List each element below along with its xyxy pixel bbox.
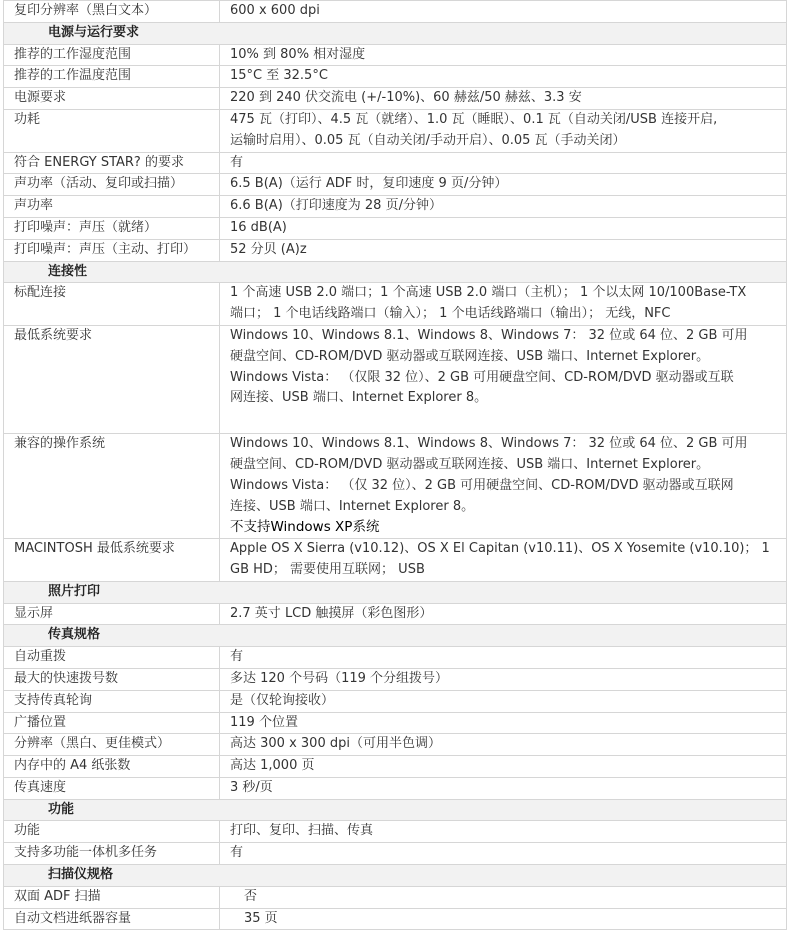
spec-value-line: 52 分贝 (A)z [230, 241, 307, 257]
spec-value [220, 434, 787, 539]
spec-label: 支持多功能一体机多任务 [4, 843, 220, 865]
spec-value-line: 端口； 1 个电话线路端口（输入）； 1 个电话线路端口（输出）； 无线，NFC [230, 306, 671, 322]
spec-row [4, 668, 787, 690]
spec-value-line: 10% 到 80% 相对湿度 [230, 46, 366, 62]
spec-row [4, 756, 787, 778]
spec-value-line: 打印、复印、扫描、传真 [230, 823, 374, 839]
spec-label: 最大的快速拨号数 [4, 668, 220, 690]
spec-value-line: 6.6 B(A)（打印速度为 28 页/分钟） [230, 198, 442, 214]
section-title: 电源与运行要求 [4, 22, 787, 44]
spec-value [220, 66, 787, 88]
spec-row [4, 174, 787, 196]
spec-row [4, 283, 787, 326]
spec-value [220, 44, 787, 66]
section-title: 扫描仪规格 [4, 865, 787, 887]
spec-value [220, 217, 787, 239]
spec-value-line: Windows Vista： （仅限 32 位）、2 GB 可用硬盘空间、CD-ROM/DVD 驱动器或互联 [230, 369, 734, 385]
spec-label: 电源要求 [4, 88, 220, 110]
spacer [230, 409, 786, 433]
spec-value-line: 运输时启用）、0.05 瓦（自动关闭/手动开启）、0.05 瓦（手动关闭） [230, 132, 626, 148]
spec-value-line: 硬盘空间、CD-ROM/DVD 驱动器或互联网连接、USB 端口、Internet Explorer。 [230, 456, 710, 472]
spec-row [4, 196, 787, 218]
spec-value-line: Windows 10、Windows 8.1、Windows 8、Windows 7： 32 位或 64 位、2 GB 可用 [230, 327, 748, 343]
section-header-row [4, 261, 787, 283]
spec-value [220, 283, 787, 326]
spec-label: 推荐的工作温度范围 [4, 66, 220, 88]
spec-value [220, 756, 787, 778]
spec-value-line: 475 瓦（打印）、4.5 瓦（就绪）、1.0 瓦（睡眠）、0.1 瓦（自动关闭/USB 连接开启, [230, 111, 718, 127]
spec-row [4, 325, 787, 433]
spec-label: 打印噪声：声压（主动、打印） [4, 239, 220, 261]
spec-table [3, 0, 787, 930]
section-title: 传真规格 [4, 625, 787, 647]
spec-value-line: 高达 1,000 页 [230, 758, 315, 774]
spec-value-line: Windows Vista： （仅 32 位）、2 GB 可用硬盘空间、CD-ROM/DVD 驱动器或互联网 [230, 477, 734, 493]
spec-row [4, 109, 787, 152]
spec-value [220, 777, 787, 799]
spec-row [4, 44, 787, 66]
spec-label: 分辨率（黑白、更佳模式） [4, 734, 220, 756]
spec-label: 声功率（活动、复印或扫描） [4, 174, 220, 196]
spec-label: 支持传真轮询 [4, 690, 220, 712]
spec-value [220, 152, 787, 174]
spec-value [220, 109, 787, 152]
spec-label: 自动重拨 [4, 647, 220, 669]
spec-value-line: 6.5 B(A)（运行 ADF 时，复印速度 9 页/分钟） [230, 176, 508, 192]
spec-value-line: 2.7 英寸 LCD 触摸屏（彩色图形） [230, 605, 433, 621]
spec-label: 双面 ADF 扫描 [4, 886, 220, 908]
spec-label: 声功率 [4, 196, 220, 218]
spec-value-line: GB HD； 需要使用互联网； USB [230, 561, 425, 577]
spec-value [220, 821, 787, 843]
spec-label: 内存中的 A4 纸张数 [4, 756, 220, 778]
spec-row [4, 603, 787, 625]
spec-value-line: Windows 10、Windows 8.1、Windows 8、Windows 7： 32 位或 64 位、2 GB 可用 [230, 436, 748, 452]
spec-row [4, 88, 787, 110]
spec-row [4, 734, 787, 756]
spec-row [4, 843, 787, 865]
spec-table-body [4, 1, 787, 930]
section-title: 功能 [4, 799, 787, 821]
spec-value [220, 539, 787, 582]
section-header-row [4, 581, 787, 603]
spec-label: 自动文档进纸器容量 [4, 908, 220, 930]
spec-value [220, 196, 787, 218]
spec-value [220, 843, 787, 865]
section-header-row [4, 625, 787, 647]
spec-value-line: 35 页 [244, 910, 278, 926]
spec-row [4, 217, 787, 239]
spec-value [220, 647, 787, 669]
spec-row [4, 152, 787, 174]
spec-value-line: 是（仅轮询接收） [230, 692, 335, 708]
spec-label: 复印分辨率（黑白文本） [4, 1, 220, 23]
spec-row [4, 712, 787, 734]
spec-label: 功能 [4, 821, 220, 843]
spec-value-line: 连接、USB 端口、Internet Explorer 8。 [230, 498, 475, 514]
section-header-row [4, 799, 787, 821]
spec-value [220, 239, 787, 261]
spec-row [4, 886, 787, 908]
spec-row [4, 66, 787, 88]
spec-value [220, 603, 787, 625]
spec-value-line: 否 [244, 888, 258, 904]
spec-value-line: 1 个高速 USB 2.0 端口；1 个高速 USB 2.0 端口（主机）； 1 个以太网 10/100Base-TX [230, 285, 747, 301]
section-title: 连接性 [4, 261, 787, 283]
section-header-row [4, 22, 787, 44]
spec-value-line: 119 个位置 [230, 714, 298, 730]
spec-value-line: Apple OS X Sierra (v10.12)、OS X El Capitan (v10.11)、OS X Yosemite (v10.10)； 1 [230, 541, 770, 557]
spec-row [4, 690, 787, 712]
spec-label: MACINTOSH 最低系统要求 [4, 539, 220, 582]
spec-row [4, 1, 787, 23]
spec-value [220, 88, 787, 110]
spec-value [220, 1, 787, 23]
spec-row [4, 434, 787, 539]
spec-value-line: 有 [230, 649, 244, 665]
spec-row [4, 239, 787, 261]
spec-label: 推荐的工作湿度范围 [4, 44, 220, 66]
spec-value-line: 网连接、USB 端口、Internet Explorer 8。 [230, 390, 488, 406]
spec-label: 符合 ENERGY STAR? 的要求 [4, 152, 220, 174]
spec-value-line: 600 x 600 dpi [230, 3, 320, 18]
spec-value-line: 有 [230, 845, 244, 861]
spec-row [4, 908, 787, 930]
spec-label: 打印噪声：声压（就绪） [4, 217, 220, 239]
spec-value [220, 886, 787, 908]
section-header-row [4, 865, 787, 887]
spec-note: 不支持Windows XP系统 [230, 519, 380, 536]
spec-label: 广播位置 [4, 712, 220, 734]
spec-value [220, 668, 787, 690]
spec-value-line: 硬盘空间、CD-ROM/DVD 驱动器或互联网连接、USB 端口、Internet Explorer。 [230, 348, 710, 364]
spec-label: 最低系统要求 [4, 325, 220, 433]
spec-label: 传真速度 [4, 777, 220, 799]
spec-label: 显示屏 [4, 603, 220, 625]
spec-row [4, 777, 787, 799]
spec-value-line: 3 秒/页 [230, 779, 273, 795]
spec-value [220, 174, 787, 196]
spec-label: 功耗 [4, 109, 220, 152]
spec-value-line: 高达 300 x 300 dpi（可用半色调） [230, 736, 441, 752]
spec-value [220, 908, 787, 930]
spec-label: 标配连接 [4, 283, 220, 326]
section-title: 照片打印 [4, 581, 787, 603]
spec-value [220, 690, 787, 712]
spec-row [4, 539, 787, 582]
spec-value-line: 多达 120 个号码（119 个分组拨号） [230, 670, 449, 686]
spec-value-line: 15°C 至 32.5°C [230, 68, 328, 84]
spec-label: 兼容的操作系统 [4, 434, 220, 539]
spec-value [220, 325, 787, 433]
spec-value-line: 16 dB(A) [230, 219, 287, 235]
spec-row [4, 821, 787, 843]
spec-value [220, 712, 787, 734]
spec-value [220, 734, 787, 756]
spec-value-line: 220 到 240 伏交流电 (+/-10%)、60 赫兹/50 赫兹、3.3 安 [230, 90, 582, 106]
spec-row [4, 647, 787, 669]
spec-value-line: 有 [230, 154, 244, 170]
